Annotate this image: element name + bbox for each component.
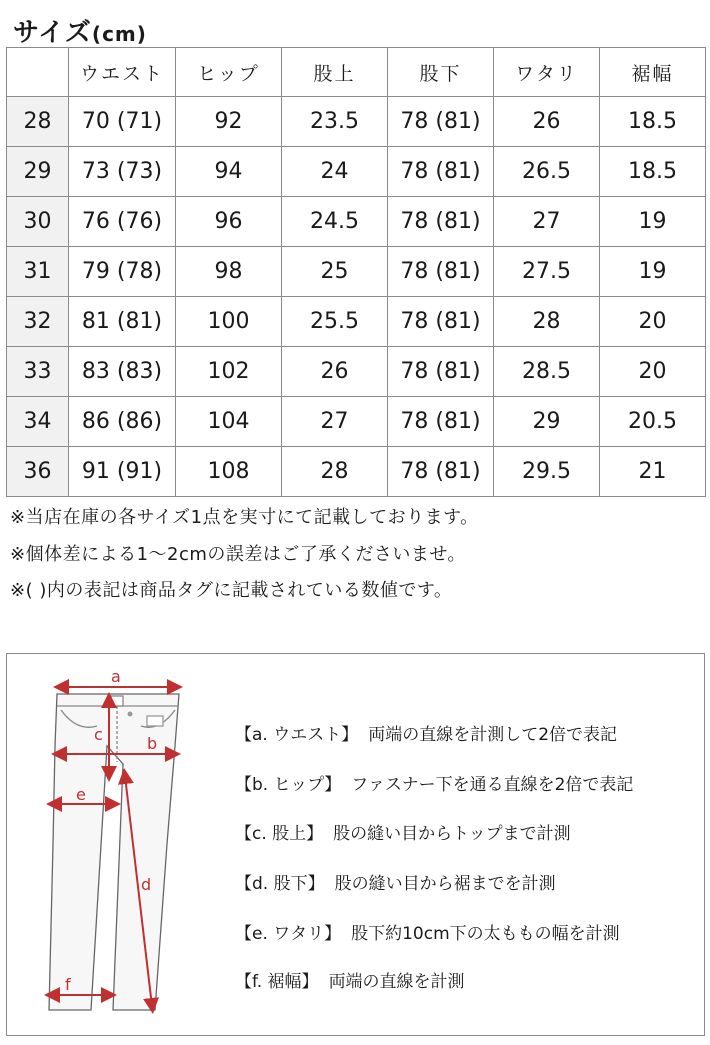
table-cell: 26.5 [494,147,600,197]
table-cell: 27.5 [494,247,600,297]
table-cell: 78 (81) [388,447,494,497]
legend-desc: 両端の直線を計測 [328,972,465,992]
table-cell: 20.5 [600,397,706,447]
table-cell: 76 (76) [69,197,176,247]
size-cell: 31 [7,247,69,297]
legend-desc: 股の縫い目からトップまで計測 [333,824,571,844]
page-title [13,12,147,49]
header-cell-thigh: ワタリ [494,48,600,97]
table-cell: 27 [282,397,388,447]
table-cell: 20 [600,297,706,347]
note-line: ※当店在庫の各サイズ1点を実寸にて記載しております。 [10,507,479,528]
legend-desc: ファスナー下を通る直線を2倍で表記 [351,775,634,795]
table-cell: 83 (83) [69,347,176,397]
table-row [7,147,706,197]
legend-key: 【b. ヒップ】 [235,775,342,795]
note-line: ※個体差による1〜2cmの誤差はご了承くださいませ。 [10,543,466,565]
table-cell: 18.5 [600,97,706,147]
legend-key: 【a. ウエスト】 [235,725,359,745]
title-main: サイズ [13,18,92,48]
table-row [7,347,706,397]
size-cell: 29 [7,147,69,197]
size-cell: 34 [7,397,69,447]
measurement-guide [6,653,705,1036]
header-cell-hem: 裾幅 [600,48,706,97]
table-cell: 108 [176,447,282,497]
table-cell: 24.5 [282,197,388,247]
jeans-icon [49,694,179,1010]
legend-desc: 両端の直線を計測して2倍で表記 [368,725,618,745]
table-cell: 86 (86) [69,397,176,447]
legend-desc: 股の縫い目から裾までを計測 [334,874,556,894]
table-cell: 100 [176,297,282,347]
legend-item-thigh [235,919,620,944]
table-cell: 81 (81) [69,297,176,347]
table-cell: 28 [494,297,600,347]
table-cell: 29.5 [494,447,600,497]
table-cell: 18.5 [600,147,706,197]
size-cell: 33 [7,347,69,397]
label-f: f [65,975,71,994]
jeans-diagram [7,654,207,1035]
header-cell-blank [7,48,69,97]
table-cell: 94 [176,147,282,197]
table-cell: 29 [494,397,600,447]
table-cell: 78 (81) [388,247,494,297]
table-cell: 21 [600,447,706,497]
size-cell: 28 [7,97,69,147]
table-cell: 98 [176,247,282,297]
legend-item-hip [235,770,633,795]
legend-item-inseam [235,869,556,894]
table-cell: 104 [176,397,282,447]
legend-key: 【d. 股下】 [235,874,325,894]
table-cell: 26 [494,97,600,147]
header-cell-rise: 股上 [282,48,388,97]
size-cell: 30 [7,197,69,247]
label-a: a [111,667,121,686]
legend-item-rise [235,819,571,844]
table-cell: 78 (81) [388,297,494,347]
title-unit: (cm) [91,22,147,46]
table-cell: 27 [494,197,600,247]
table-cell: 28.5 [494,347,600,397]
label-e: e [76,785,86,804]
table-cell: 73 (73) [69,147,176,197]
table-cell: 28 [282,447,388,497]
table-cell: 19 [600,247,706,297]
table-cell: 92 [176,97,282,147]
table-row [7,397,706,447]
table-row [7,447,706,497]
table-row [7,97,706,147]
table-cell: 70 (71) [69,97,176,147]
table-row [7,297,706,347]
table-cell: 78 (81) [388,97,494,147]
table-header-row [7,48,706,97]
table-row [7,197,706,247]
table-cell: 79 (78) [69,247,176,297]
table-row [7,247,706,297]
legend-desc: 股下約10cm下の太ももの幅を計測 [351,924,620,944]
size-cell: 36 [7,447,69,497]
table-cell: 23.5 [282,97,388,147]
label-c: c [94,725,103,744]
legend-key: 【c. 股上】 [235,824,324,844]
size-table [6,47,706,497]
size-cell: 32 [7,297,69,347]
header-cell-hip: ヒップ [176,48,282,97]
table-cell: 24 [282,147,388,197]
table-cell: 91 (91) [69,447,176,497]
table-cell: 25.5 [282,297,388,347]
table-cell: 102 [176,347,282,397]
notes [10,500,479,610]
table-cell: 20 [600,347,706,397]
legend-key: 【f. 裾幅】 [235,972,319,992]
note-line: ※( )内の表記は商品タグに記載されている数値です。 [10,580,453,601]
header-cell-inseam: 股下 [388,48,494,97]
table-cell: 25 [282,247,388,297]
table-body [7,97,706,497]
legend-item-waist [235,720,617,745]
legend-key: 【e. ワタリ】 [235,924,342,944]
header-cell-waist: ウエスト [69,48,176,97]
table-cell: 96 [176,197,282,247]
legend-item-hem [235,967,465,992]
table-cell: 78 (81) [388,397,494,447]
label-b: b [147,734,158,753]
table-cell: 78 (81) [388,147,494,197]
label-d: d [141,875,152,894]
table-cell: 78 (81) [388,197,494,247]
table-cell: 26 [282,347,388,397]
table-cell: 78 (81) [388,347,494,397]
table-cell: 19 [600,197,706,247]
